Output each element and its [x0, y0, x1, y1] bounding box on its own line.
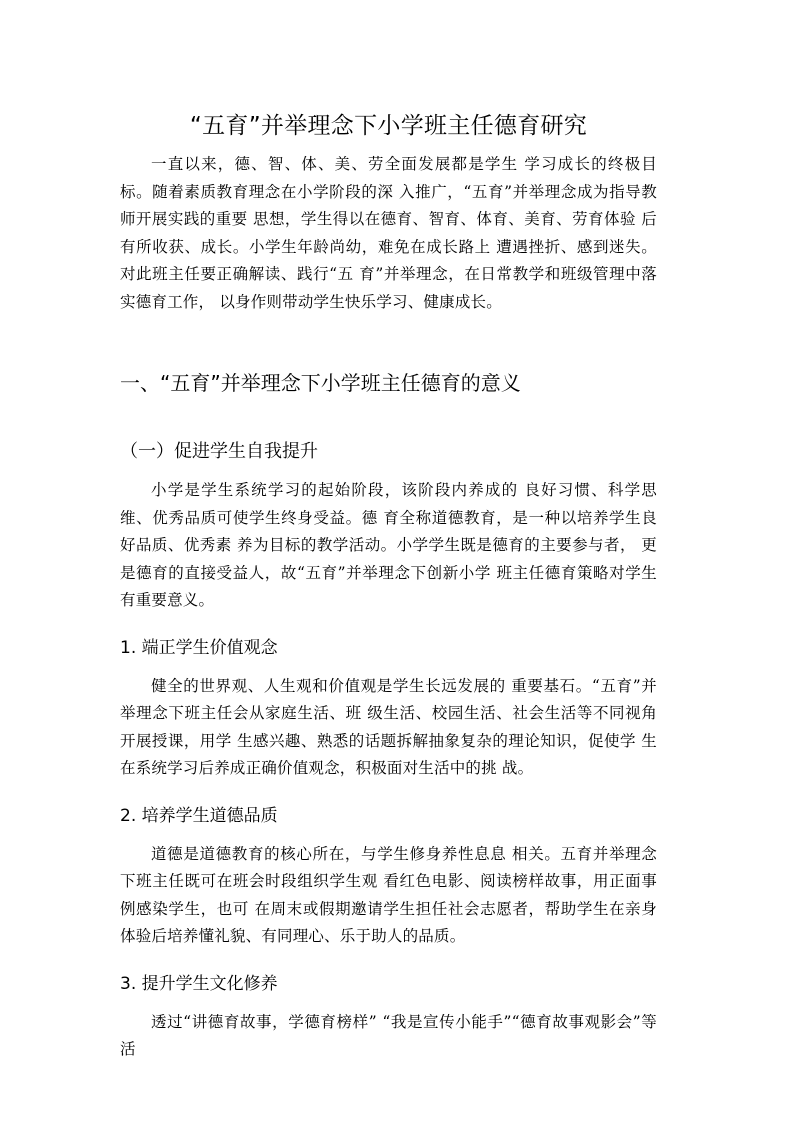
item-heading-2: 2. 培养学生道德品质: [120, 805, 278, 826]
item-heading-1: 1. 端正学生价值观念: [120, 637, 278, 658]
item-paragraph-1: 健全的世界观、人生观和价值观是学生长远发展的 重要基石。“五育”并举理念下班主任会从家庭生活、班 级生活、校园生活、社会生活等不同视角开展授课，用学 生感兴趣、熟悉的话题拆解抽象复杂的理论知识，促使学 生在系统学习后养成正确价值观念，积极面对生活中的挑 战。: [120, 676, 657, 777]
item-paragraph-2: 道德是道德教育的核心所在，与学生修身养性息息 相关。五育并举理念下班主任既可在班会时段组织学生观 看红色电影、阅读榜样故事，用正面事例感染学生，也可 在周末或假期邀请学生担任社会志愿者，帮助学生在亲身 体验后培养懂礼貌、有同理心、乐于助人的品质。: [120, 844, 657, 945]
intro-paragraph: 一直以来，德、智、体、美、劳全面发展都是学生 学习成长的终极目标。随着素质教育理念在小学阶段的深 入推广，“五育”并举理念成为指导教师开展实践的重要 思想，学生得以在德育、智育、体育、美育、劳育体验 后有所收获、成长。小学生年龄尚幼，难免在成长路上 遭遇挫折、感到迷失。对此班主任要正确解读、践行“五 育”并举理念，在日常教学和班级管理中落实德育工作， 以身作则带动学生快乐学习、健康成长。: [120, 155, 657, 311]
item-heading-3: 3. 提升学生文化修养: [120, 973, 278, 994]
subsection-paragraph: 小学是学生系统学习的起始阶段，该阶段内养成的 良好习惯、科学思维、优秀品质可使学生终身受益。德 育全称道德教育，是一种以培养学生良好品质、优秀素 养为目标的教学活动。小学学生既是德育的主要参与者， 更是德育的直接受益人，故“五育”并举理念下创新小学 班主任德育策略对学生有重要意义。: [120, 481, 657, 609]
item-paragraph-3: 透过“讲德育故事，学德育榜样” “我是宣传小能手”“德育故事观影会”等活: [120, 1012, 657, 1058]
section-heading: 一、“五育”并举理念下小学班主任德育的意义: [120, 371, 521, 395]
subsection-heading: （一）促进学生自我提升: [120, 441, 318, 462]
document-title: “五育”并举理念下小学班主任德育研究: [189, 113, 588, 139]
